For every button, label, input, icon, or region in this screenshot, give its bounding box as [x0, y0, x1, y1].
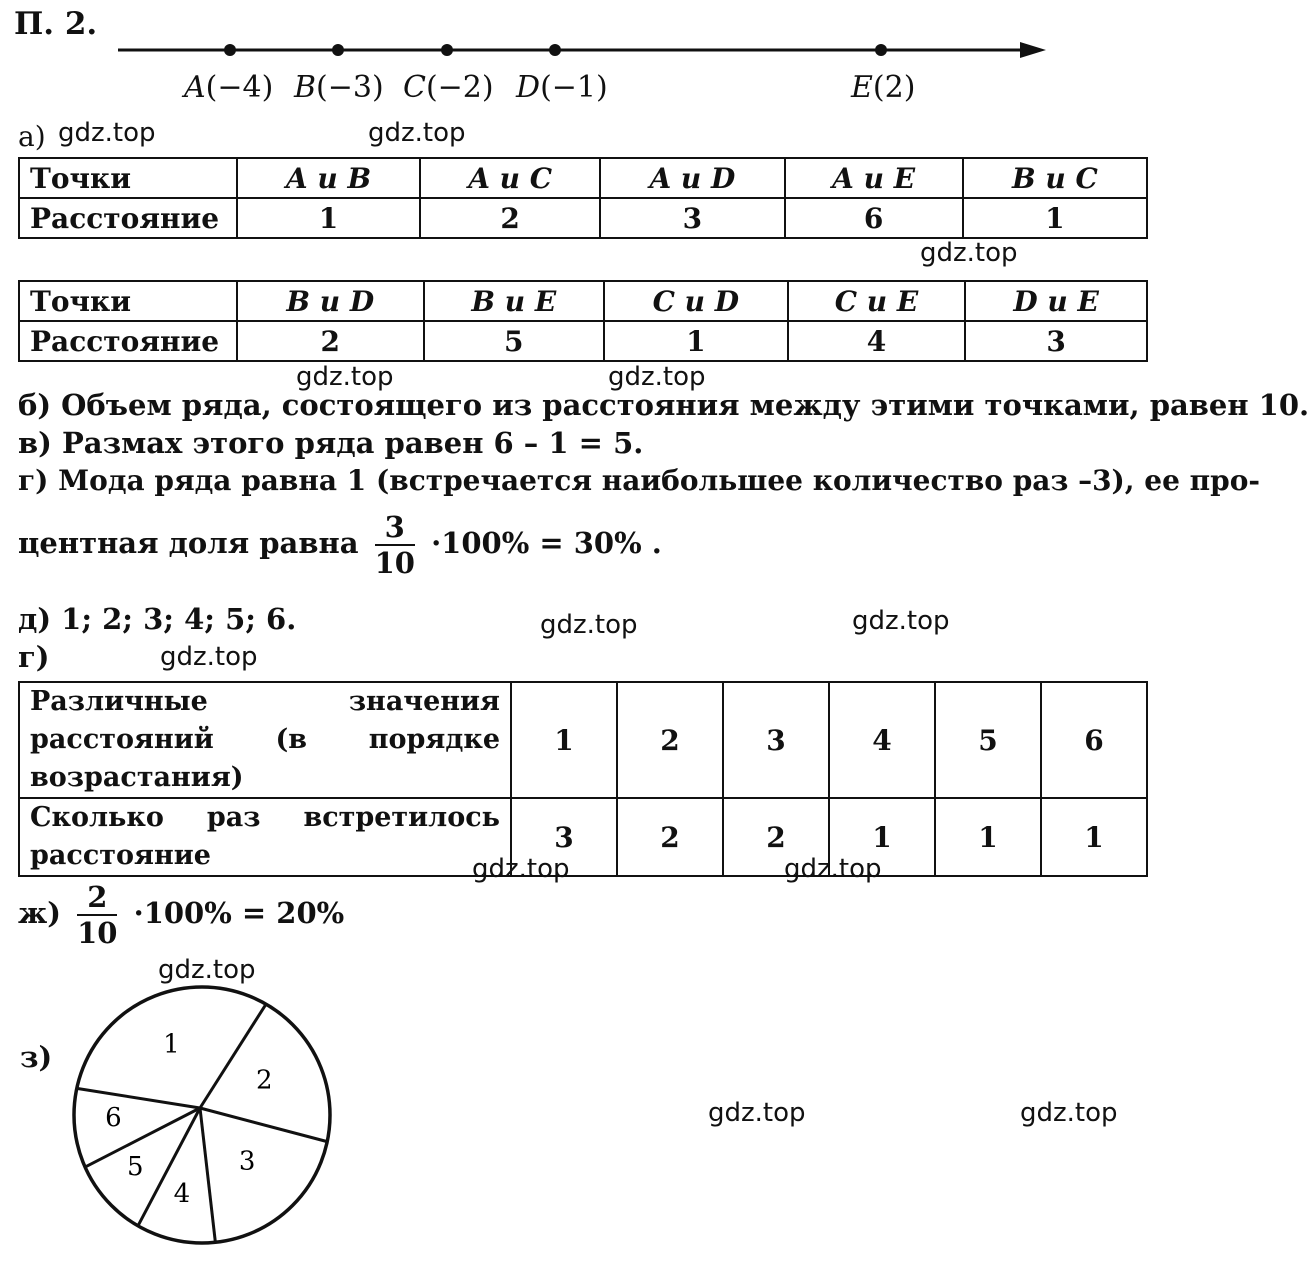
table-cell: 3: [600, 198, 784, 238]
fraction-numerator: 3: [375, 510, 415, 546]
point-e-dot: [875, 44, 887, 56]
table-cell: 3: [965, 321, 1147, 361]
distance-table-1: [18, 157, 1148, 239]
table-cell: 1: [511, 682, 617, 798]
table-cell: B и C: [963, 158, 1147, 198]
table-cell: 1: [829, 798, 935, 876]
table-cell: 4: [788, 321, 966, 361]
table-cell: C и D: [604, 281, 788, 321]
table-cell: 2: [420, 198, 600, 238]
table-cell: 1: [604, 321, 788, 361]
watermark: gdz.top: [160, 642, 258, 672]
point-b-label: B(−3): [294, 70, 384, 105]
answer-g-line1: г) Мода ряда равна 1 (встречается наибольшее количество раз –3), ее про-: [18, 464, 1261, 497]
answer-g2-label: г): [18, 640, 50, 674]
table-cell: A и C: [420, 158, 600, 198]
table-cell: D и E: [965, 281, 1147, 321]
watermark: gdz.top: [368, 118, 466, 148]
answer-zh-label: ж): [18, 896, 62, 930]
table-cell: 1: [963, 198, 1147, 238]
point-c-label: C(−2): [403, 70, 494, 105]
answer-g-prefix: центная доля равна: [18, 526, 359, 560]
answer-g-suffix: ·100% = 30% .: [431, 526, 662, 560]
table-cell: A и D: [600, 158, 784, 198]
pie-slice-label: 2: [256, 1065, 273, 1096]
watermark: gdz.top: [158, 955, 256, 985]
frequency-table: [18, 681, 1148, 877]
table-cell: 5: [935, 682, 1041, 798]
table-cell: 2: [237, 321, 424, 361]
fraction-denominator: 10: [77, 916, 118, 950]
row-header: Сколько раз встретилось расстояние: [19, 798, 511, 876]
part-a-label: а): [18, 120, 46, 153]
answer-d: д) 1; 2; 3; 4; 5; 6.: [18, 602, 297, 636]
table-cell: B и D: [237, 281, 424, 321]
distance-table-2: [18, 280, 1148, 362]
table-cell: 3: [723, 682, 829, 798]
answer-zh-suffix: ·100% = 20%: [133, 896, 345, 930]
fraction-denominator: 10: [374, 546, 415, 580]
point-a-dot: [224, 44, 236, 56]
number-line-arrow: [1020, 42, 1046, 58]
point-a-label: A(−4): [184, 70, 274, 105]
table-cell: 4: [829, 682, 935, 798]
answer-zh: [18, 880, 344, 950]
pie-slice-label: 4: [173, 1179, 191, 1210]
fraction: [77, 880, 117, 950]
table-cell: 5: [424, 321, 604, 361]
pie-sector-border: [138, 1108, 200, 1226]
table-cell: 6: [1041, 682, 1147, 798]
table-cell: 2: [617, 682, 723, 798]
row-header: Расстояние: [19, 198, 237, 238]
watermark: gdz.top: [852, 606, 950, 636]
point-c-dot: [441, 44, 453, 56]
point-b-dot: [332, 44, 344, 56]
watermark: gdz.top: [608, 362, 706, 392]
row-header: Различные значения расстояний (в порядке возрастания): [19, 682, 511, 798]
row-header: Расстояние: [19, 321, 237, 361]
table-cell: 1: [935, 798, 1041, 876]
watermark: gdz.top: [1020, 1098, 1118, 1128]
row-header: Точки: [19, 158, 237, 198]
table-cell: B и E: [424, 281, 604, 321]
watermark: gdz.top: [920, 238, 1018, 268]
pie-slice-label: 5: [127, 1152, 144, 1183]
point-d-dot: [549, 44, 561, 56]
watermark: gdz.top: [784, 854, 882, 884]
watermark: gdz.top: [296, 362, 394, 392]
table-cell: 1: [1041, 798, 1147, 876]
row-header: Точки: [19, 281, 237, 321]
watermark: gdz.top: [472, 854, 570, 884]
table-cell: 2: [617, 798, 723, 876]
watermark: gdz.top: [58, 118, 156, 148]
point-e-label: E(2): [851, 70, 916, 105]
problem-title: П. 2.: [14, 6, 98, 42]
pie-chart: [60, 980, 350, 1250]
pie-slice-label: 6: [105, 1103, 122, 1134]
watermark: gdz.top: [540, 610, 638, 640]
table-cell: 3: [511, 798, 617, 876]
answer-v: в) Размах этого ряда равен 6 – 1 = 5.: [18, 426, 644, 460]
fraction-numerator: 2: [77, 880, 117, 916]
table-cell: 2: [723, 798, 829, 876]
pie-slice-label: 3: [238, 1146, 256, 1177]
watermark: gdz.top: [708, 1098, 806, 1128]
answer-b: б) Объем ряда, состоящего из расстояния между этими точками, равен 10.: [18, 388, 1309, 422]
pie-sector-border: [77, 1088, 200, 1108]
point-d-label: D(−1): [516, 70, 608, 105]
table-cell: 1: [237, 198, 420, 238]
table-cell: A и B: [237, 158, 420, 198]
table-cell: C и E: [788, 281, 966, 321]
table-cell: A и E: [785, 158, 963, 198]
pie-sector-border: [200, 1108, 327, 1142]
pie-sector-border: [200, 1108, 215, 1242]
table-cell: 6: [785, 198, 963, 238]
pie-slice-label: 1: [163, 1029, 180, 1060]
answer-z-label: з): [20, 1040, 53, 1074]
fraction: [375, 510, 415, 580]
answer-g-line2: [18, 510, 662, 580]
